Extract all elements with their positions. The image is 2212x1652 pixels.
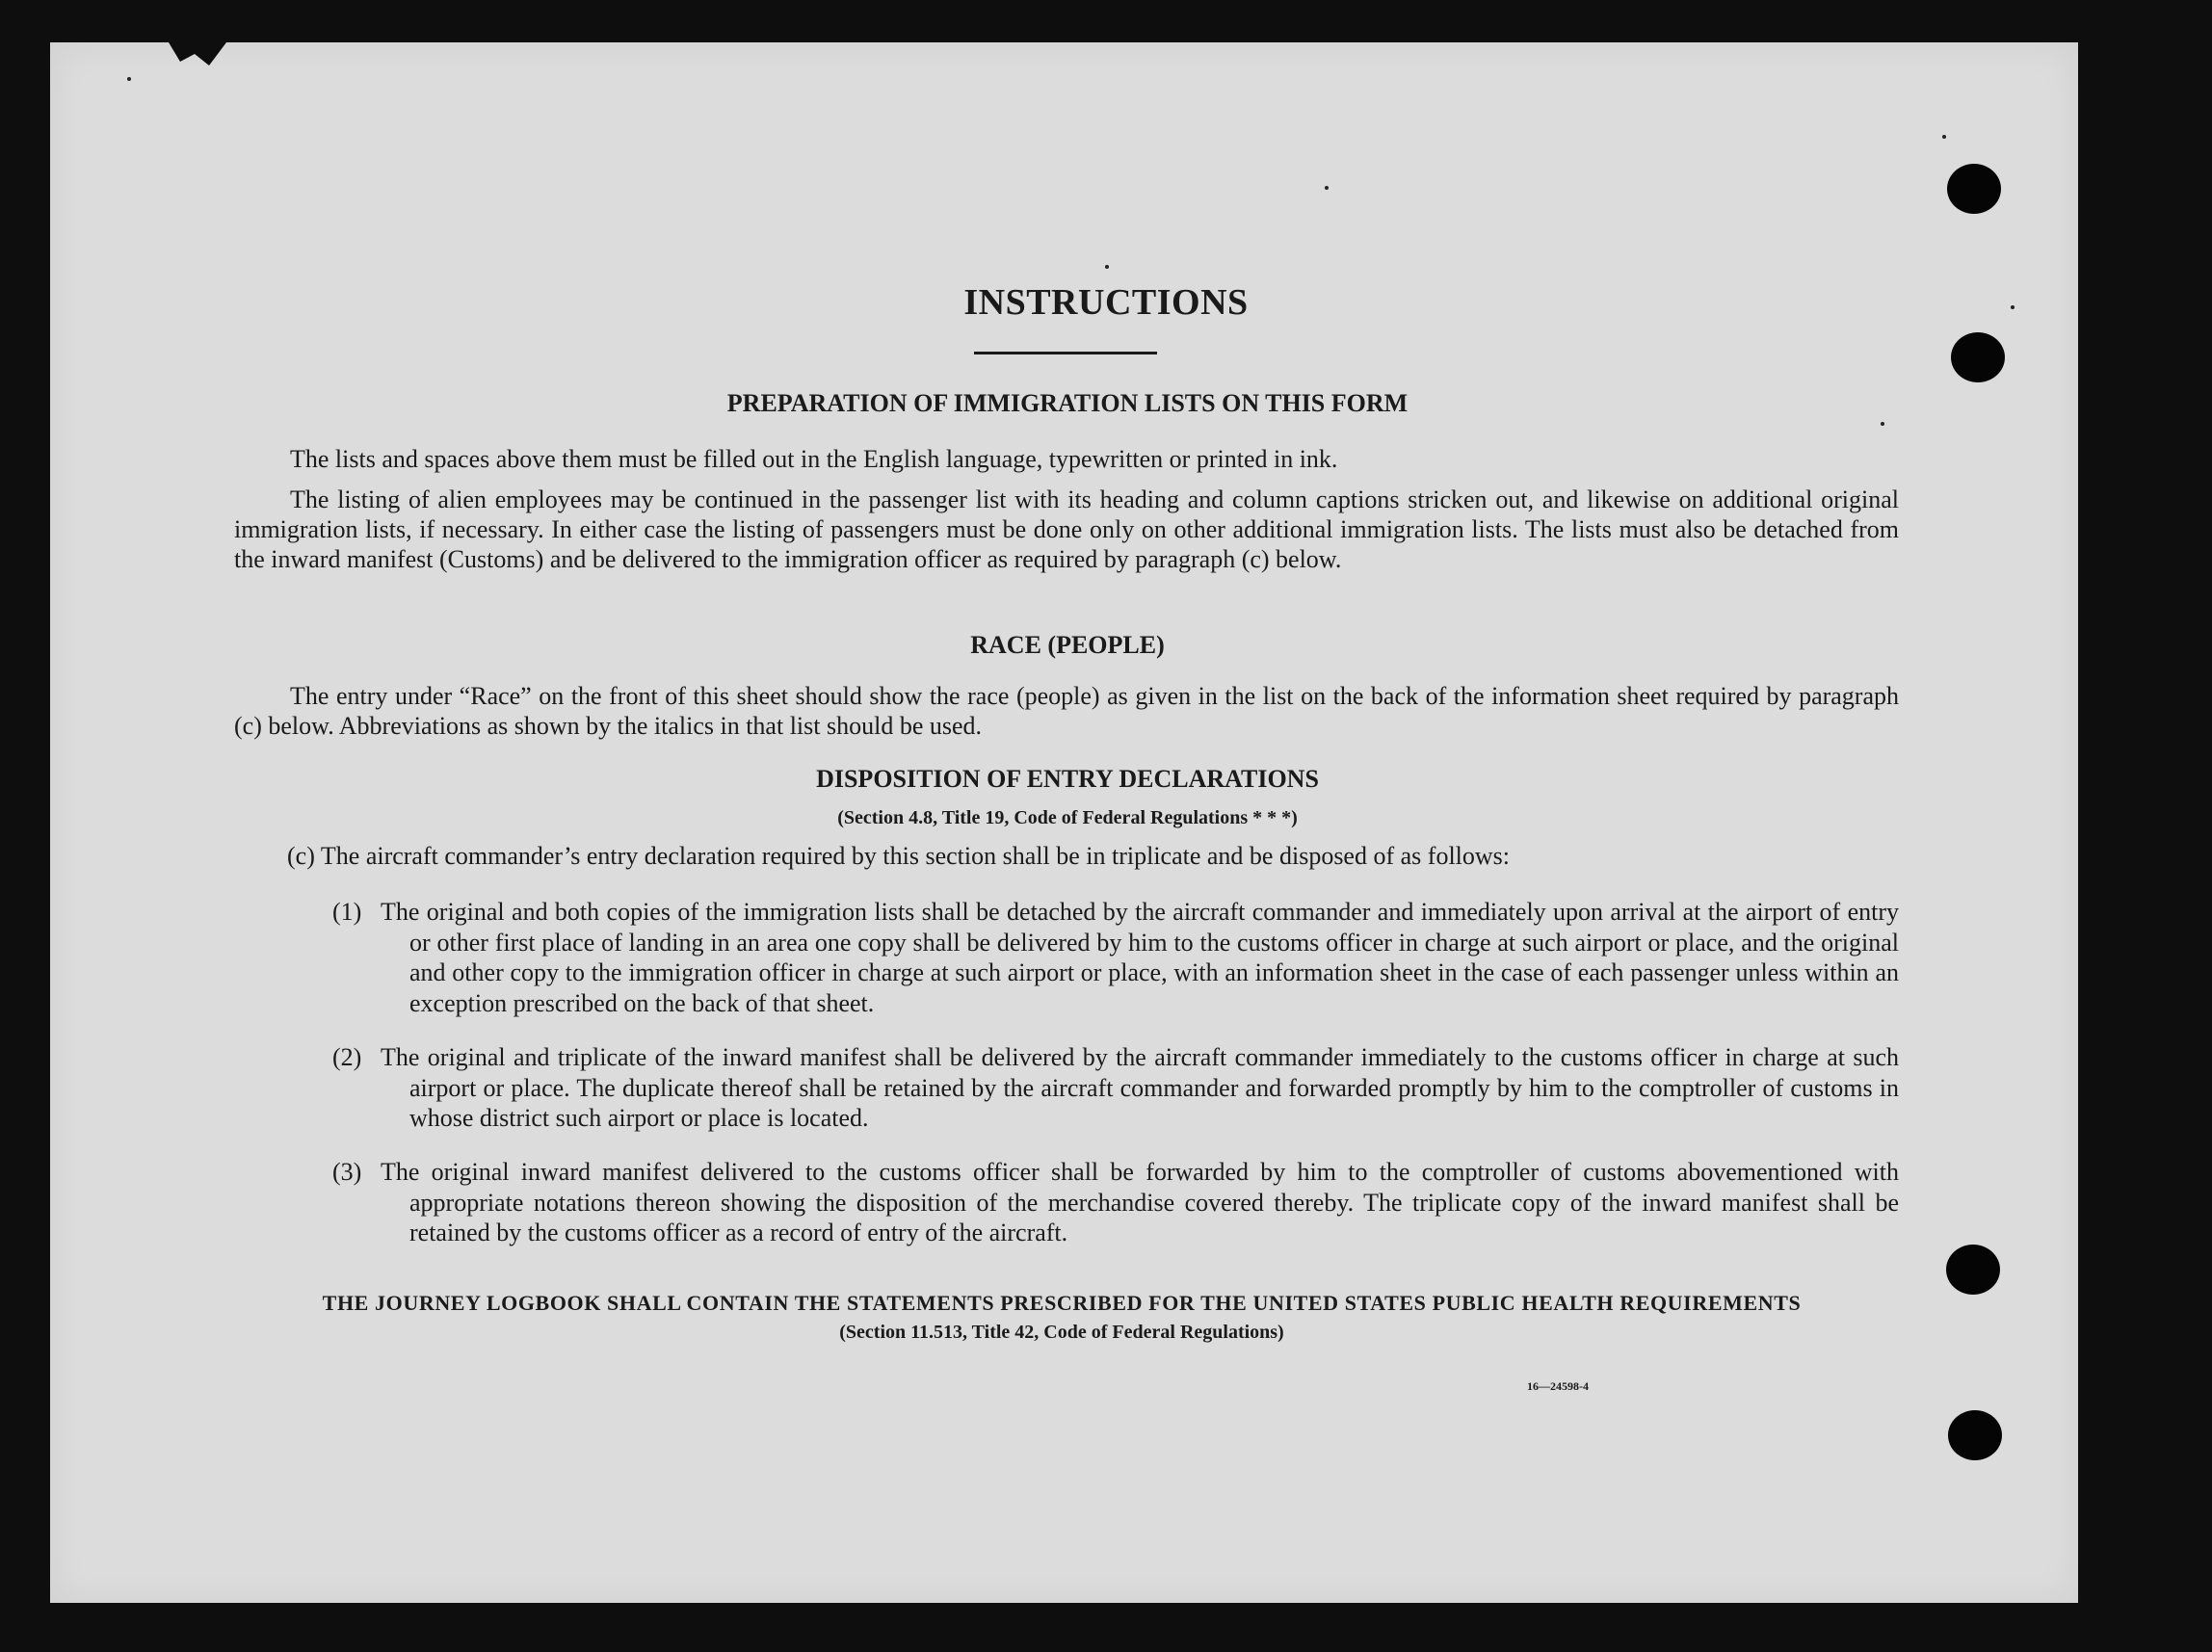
- intro-text: The aircraft commander’s entry declaration required by this section shall be in triplicate and be disposed of as follows:: [320, 842, 1511, 870]
- dust-speck: [1942, 135, 1946, 139]
- paragraph-language: The lists and spaces above them must be filled out in the English language, typewritten or printed in ink.: [290, 445, 1338, 473]
- paragraph-alien-employees: The listing of alien employees may be continued in the passenger list with its heading and column captions stricken out, and likewise on additional original immigration lists, if necessary. In either case the listing of passengers must be done only on other additional immigration lists. The lists must also be detached from the inward manifest (Customs) and be delivered to the immigration officer as required by paragraph (c) below.: [234, 485, 1899, 573]
- dust-speck: [127, 77, 131, 81]
- punch-hole: [1951, 332, 2005, 382]
- item-text: The original and triplicate of the inward manifest shall be delivered by the aircraft commander immediately to the customs officer in charge at such airport or place. The duplicate thereof shall be retained by the aircraft commander and forwarded promptly by him to the comptroller of customs in whose district such airport or place is located.: [381, 1043, 1899, 1132]
- section-heading-preparation: PREPARATION OF IMMIGRATION LISTS ON THIS FORM: [726, 389, 1409, 417]
- form-code: 16—24598-4: [1527, 1379, 1589, 1393]
- page-title: INSTRUCTIONS: [963, 282, 1249, 323]
- dust-speck: [1105, 265, 1109, 269]
- disposition-intro: [287, 841, 1906, 871]
- health-citation: (Section 11.513, Title 42, Code of Federal Regulations): [839, 1322, 1284, 1343]
- punch-hole: [1948, 1410, 2002, 1460]
- list-item: [332, 897, 1899, 1018]
- item-text: The original inward manifest delivered to the customs officer shall be forwarded by him to the comptroller of customs abovementioned with appropriate notations thereon showing the disposition of the merchandise covered thereby. The triplicate copy of the inward manifest shall be retained by the customs officer as a record of entry of the aircraft.: [381, 1158, 1899, 1246]
- disposition-citation: (Section 4.8, Title 19, Code of Federal Regulations * * *): [837, 807, 1298, 828]
- title-underline: [974, 352, 1157, 354]
- item-number: (1): [332, 898, 362, 926]
- item-text: The original and both copies of the immigration lists shall be detached by the aircraft commander and immediately upon arrival at the airport of entry or other first place of landing in an area one copy shall be delivered by him to the customs officer in charge at such airport or place, and the original and other copy to the immigration officer in charge at such airport or place, with an information sheet in the case of each passenger unless within an exception prescribed on the back of that sheet.: [381, 898, 1899, 1017]
- punch-hole: [1947, 164, 2001, 214]
- health-statement: THE JOURNEY LOGBOOK SHALL CONTAIN THE STATEMENTS PRESCRIBED FOR THE UNITED STATES PUBLIC HEALTH REQUIREMENTS: [322, 1291, 1802, 1315]
- list-item: [332, 1042, 1899, 1134]
- dust-speck: [1881, 422, 1884, 426]
- list-item: [332, 1157, 1899, 1248]
- intro-label: (c): [287, 842, 315, 870]
- punch-hole: [1946, 1245, 2000, 1295]
- dust-speck: [1325, 186, 1329, 190]
- item-number: (3): [332, 1158, 362, 1186]
- paragraph-race: The entry under “Race” on the front of this sheet should show the race (people) as given in the list on the back of the information sheet required by paragraph (c) below. Abbreviations as shown by the italics in that list should be used.: [234, 682, 1899, 740]
- item-number: (2): [332, 1043, 362, 1071]
- section-heading-disposition: DISPOSITION OF ENTRY DECLARATIONS: [816, 765, 1319, 793]
- section-heading-race: RACE (PEOPLE): [970, 631, 1165, 659]
